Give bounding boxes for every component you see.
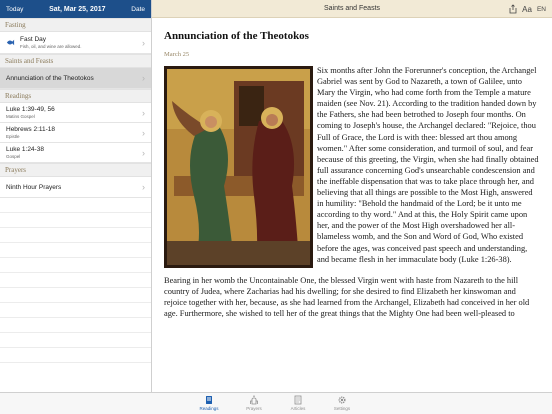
- fast-day-item[interactable]: [0, 32, 151, 54]
- readings-section-header: Readings: [0, 89, 151, 103]
- saint-item-label: Annunciation of the Theotokos: [6, 74, 94, 82]
- tab-bar: [0, 392, 552, 414]
- current-date: Sat, Mar 25, 2017: [49, 5, 106, 13]
- tab-prayers[interactable]: [234, 395, 274, 411]
- reading-item[interactable]: [0, 123, 151, 143]
- saints-section-header: Saints and Feasts: [0, 54, 151, 68]
- fast-day-title: Fast Day: [20, 36, 47, 43]
- tab-settings[interactable]: [322, 395, 362, 411]
- share-icon[interactable]: [509, 4, 517, 14]
- prayer-item-ninth-hour[interactable]: [0, 177, 151, 198]
- fasting-section-header: Fasting: [0, 18, 151, 32]
- tab-articles[interactable]: [278, 395, 318, 411]
- reading-title: Luke 1:24-38: [6, 146, 44, 153]
- tab-label: Settings: [333, 406, 351, 411]
- document-icon: [293, 395, 303, 405]
- tab-label: Articles: [290, 406, 306, 411]
- tab-label: Prayers: [246, 406, 262, 411]
- tab-readings[interactable]: [189, 395, 229, 411]
- reading-item[interactable]: [0, 143, 151, 163]
- saint-item-annunciation[interactable]: [0, 68, 151, 89]
- language-button[interactable]: EN: [536, 5, 546, 13]
- text-size-button[interactable]: Aa: [522, 4, 532, 14]
- empty-list-area: [0, 198, 151, 363]
- toolbar-actions: [509, 0, 546, 18]
- detail-pane: [152, 0, 552, 392]
- chevron-right-icon: ›: [142, 37, 145, 48]
- article-paragraph: Six months after John the Forerunner's conception, the Archangel Gabriel was sent by God to Nazareth, a town of Galilee, unto Mary the Virgin, who had come forth from the Temple a mature maiden (see Nov. 21). According to the tradition handed down by the Fathers, she had been betrothed to Joseph four months. On coming to Joseph's house, the Archangel declared: "Rejoice, thou Full of Grace, the Lord is with thee: blessed art thou among women." After some consideration, and turmoil of soul, and fear because of this greeting, the Virgin, when she had finally obtained full assurance concerning God's unsearchable condescension and the ineffable dispensation that was to take place through her, and believing that all things are possible to the Most High, answered in humility: "Behold the handmaid of the Lord; be it unto me according to thy word." And at this, the Holy Spirit came upon her, and the power of the Most High overshadowed her all-blameless womb, and the Son and Word of God, Who existed before the ages, was conceived past speech and understanding, and became flesh in her immaculate body (Luke 1:26-38).: [317, 66, 539, 264]
- today-button[interactable]: Today: [6, 5, 24, 13]
- gear-icon: [337, 395, 347, 405]
- prayer-item-label: Ninth Hour Prayers: [6, 183, 62, 191]
- toolbar-title: Saints and Feasts: [323, 5, 381, 12]
- feast-date: March 25: [164, 51, 190, 58]
- tab-label: Readings: [199, 406, 219, 411]
- fast-day-subtitle: Fish, oil, and wine are allowed.: [20, 44, 82, 49]
- book-icon: [204, 395, 214, 405]
- reading-item[interactable]: [0, 103, 151, 123]
- sidebar: [0, 0, 152, 392]
- reading-subtitle: Epistle: [6, 134, 20, 139]
- chevron-right-icon: ›: [142, 147, 145, 158]
- chevron-right-icon: ›: [142, 73, 145, 83]
- page-title: Annunciation of the Theotokos: [164, 30, 309, 42]
- chevron-right-icon: ›: [142, 107, 145, 118]
- fish-icon: [6, 38, 15, 47]
- annunciation-icon-image: [164, 66, 313, 268]
- detail-toolbar: [152, 0, 552, 18]
- date-button[interactable]: Date: [131, 5, 145, 13]
- article-paragraph: Bearing in her womb the Uncontainable One, the blessed Virgin went with haste from Nazareth to the hill country of Judea, where Zacharias had his dwelling; for she desired to find Elizabeth her kinswoman and rejoice together with her, because, as she had learned from the Archangel, Elizabeth had conceived in her old age. Furthermore, she wished to tell her of the great things that the Mighty One had been well-pleased to: [164, 275, 530, 318]
- sidebar-header: [0, 0, 151, 18]
- article: [152, 18, 552, 319]
- prayers-section-header: Prayers: [0, 163, 151, 177]
- chevron-right-icon: ›: [142, 182, 145, 192]
- reading-subtitle: Gospel: [6, 154, 21, 159]
- reading-subtitle: Matins Gospel: [6, 114, 35, 119]
- church-icon: [249, 395, 259, 405]
- reading-title: Hebrews 2:11-18: [6, 126, 56, 133]
- reading-title: Luke 1:39-49, 56: [6, 106, 55, 113]
- chevron-right-icon: ›: [142, 127, 145, 138]
